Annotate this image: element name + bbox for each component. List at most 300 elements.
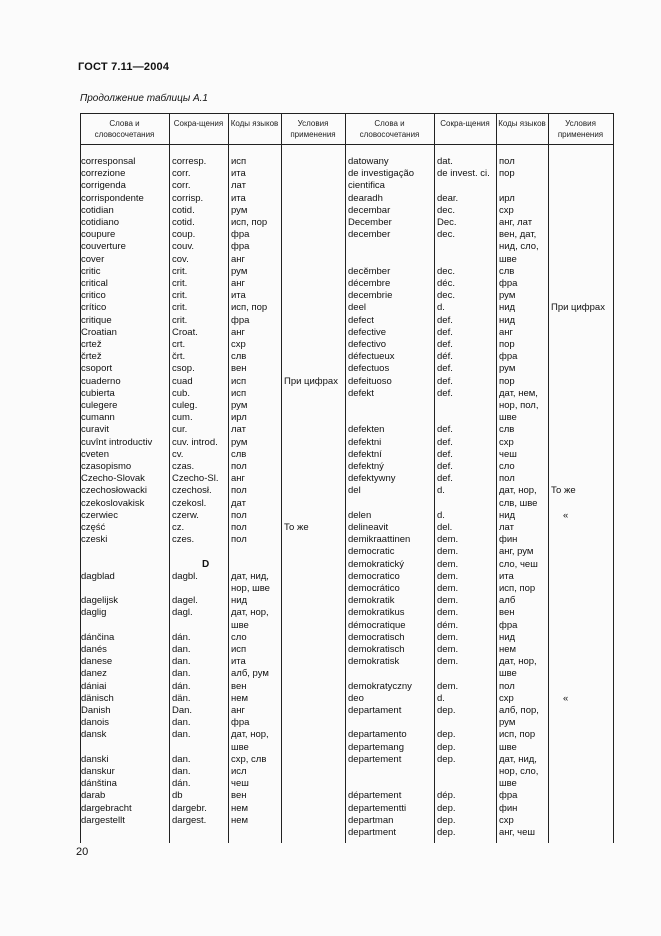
cell-language-code: анг (499, 326, 513, 338)
cell-term: deo (348, 692, 364, 704)
table-header-rule (80, 144, 613, 145)
cell-term: defectivo (348, 339, 387, 350)
cell-language-code: дат, нид, (499, 753, 537, 765)
cell-language-code: ита (231, 656, 246, 668)
cell-term: corrispondente (81, 192, 144, 204)
cell-language-code: пор (499, 168, 515, 180)
cell-language-code: фра (499, 790, 518, 802)
cell-abbreviation: d. (437, 485, 445, 497)
cell-abbreviation: dem. (437, 570, 459, 582)
col-header-codes: Коды языков (498, 119, 546, 128)
cell-term: dánčina (81, 631, 115, 643)
cell-abbreviation: dán. (172, 778, 191, 790)
cell-language-code: пор (499, 339, 515, 350)
col-header-words: Слова и словосочетания (94, 119, 155, 139)
cell-abbreviation: dat. (437, 156, 453, 167)
cell-abbreviation: couv. (172, 241, 195, 253)
cell-language-code: схр (499, 204, 514, 216)
cell-language-code: нем (231, 692, 249, 704)
cell-abbreviation: d. (437, 509, 445, 521)
cell-abbreviation: crit. (172, 314, 188, 326)
cell-abbreviation: d. (437, 302, 445, 314)
cell-language-code: ирл (499, 192, 515, 204)
cell-term: critico (81, 290, 106, 302)
col-rule (496, 113, 497, 843)
cell-term: darab (81, 790, 106, 802)
cell-usage-condition: « (563, 692, 569, 704)
cell-term: crtež (81, 339, 102, 350)
cell-term: dargestellt (81, 814, 125, 826)
cell-language-code: алб, рум (231, 668, 269, 680)
cell-language-code: рум (231, 204, 248, 216)
cell-language-code: рум (499, 717, 516, 729)
cell-language-code: анг, рум (499, 546, 534, 558)
cell-language-code: вен (231, 363, 247, 375)
cell-language-code: пол (499, 473, 515, 485)
cell-abbreviation: dep. (437, 827, 456, 838)
cell-abbreviation: Dec. (437, 217, 457, 228)
cell-language-code: анг (231, 705, 245, 716)
cell-term: demokratisch (348, 644, 405, 655)
cell-term: departament (348, 705, 402, 716)
cell-language-code: фра (499, 619, 518, 631)
cell-abbreviation: dép. (437, 790, 456, 802)
cell-term: democratic (348, 546, 395, 558)
cell-language-code: слв (499, 265, 515, 277)
cell-abbreviation: coup. (172, 229, 196, 241)
cell-language-code: анг, чеш (499, 827, 535, 838)
cell-usage-condition: « (563, 509, 569, 521)
cell-language-code: чеш (231, 778, 249, 790)
cell-term: dansk (81, 729, 107, 741)
cell-term: dagblad (81, 570, 115, 582)
cell-abbreviation: cov. (172, 253, 189, 265)
cell-language-code: схр (499, 814, 514, 826)
cell-language-code: шве (231, 741, 249, 753)
cell-language-code: анг (231, 278, 245, 289)
cell-term: demokratyczny (348, 680, 412, 692)
cell-term: danskur (81, 766, 115, 777)
cell-language-code: слв (231, 448, 247, 460)
table-top-rule (80, 113, 613, 114)
cell-abbreviation: cum. (172, 412, 193, 424)
cell-term: czerwiec (81, 509, 118, 521)
cell-abbreviation: de invest. ci. (437, 168, 490, 180)
cell-term: democratisch (348, 631, 405, 643)
cell-term: defektni (348, 436, 382, 448)
cell-term: danois (81, 717, 109, 729)
cell-abbreviation: dep. (437, 741, 456, 753)
cell-term: dagelijsk (81, 595, 118, 607)
cell-abbreviation: def. (437, 363, 453, 375)
cell-abbreviation: dargest. (172, 814, 207, 826)
cell-term: demokratický (348, 558, 404, 570)
section-letter: D (202, 558, 210, 570)
cell-abbreviation: del. (437, 522, 453, 533)
cell-language-code: нид (231, 595, 248, 607)
cell-term: December (348, 217, 392, 228)
cell-language-code: дат, нор, (231, 729, 269, 741)
table-caption: Продолжение таблицы А.1 (80, 93, 208, 104)
cell-language-code: рум (231, 400, 248, 411)
cell-language-code: слв (499, 424, 515, 436)
cell-term: département (348, 790, 402, 802)
cell-abbreviation: cotid. (172, 204, 195, 216)
cell-abbreviation: dan. (172, 753, 191, 765)
cell-language-code: вен (231, 680, 247, 692)
cell-term: dániai (81, 680, 107, 692)
cell-term: del (348, 485, 361, 497)
cell-abbreviation: dem. (437, 607, 459, 619)
cell-abbreviation: dem. (437, 631, 459, 643)
cell-language-code: шве (499, 253, 517, 265)
cell-term: demikraattinen (348, 534, 411, 546)
cell-language-code: фра (231, 241, 250, 253)
cell-term: črtež (81, 351, 102, 363)
cell-abbreviation: Czecho-Sl. (172, 473, 219, 485)
cell-abbreviation: def. (437, 326, 453, 338)
cell-term: culegere (81, 400, 118, 411)
cell-term: coupure (81, 229, 116, 241)
cell-abbreviation: dem. (437, 644, 459, 655)
cell-term: curavit (81, 424, 109, 436)
cell-term: departemang (348, 741, 404, 753)
cell-abbreviation: cotid. (172, 217, 195, 228)
cell-language-code: дат, нор, (231, 607, 269, 619)
cell-abbreviation: dep. (437, 705, 456, 716)
cell-term: defect (348, 314, 374, 326)
cell-language-code: нид (499, 302, 516, 314)
cell-term: decembar (348, 204, 391, 216)
cell-abbreviation: dep. (437, 814, 456, 826)
cell-abbreviation: def. (437, 424, 453, 436)
cell-abbreviation: czas. (172, 461, 195, 472)
cell-language-code: дат (231, 497, 246, 509)
cell-term: crítico (81, 302, 107, 314)
cell-term: cotidiano (81, 217, 120, 228)
col-header-abbrev: Сокра-щения (173, 119, 224, 128)
cell-language-code: анг, лат (499, 217, 533, 228)
cell-abbreviation: dem. (437, 558, 459, 570)
cell-abbreviation: dem. (437, 583, 459, 594)
cell-term: december (348, 229, 391, 241)
cell-language-code: пол (231, 461, 247, 472)
cell-abbreviation: crit. (172, 302, 188, 314)
cell-language-code: исп (231, 644, 247, 655)
cell-language-code: рум (499, 363, 516, 375)
cell-abbreviation: dec. (437, 265, 455, 277)
cell-term: Croatian (81, 326, 117, 338)
cell-term: dargebracht (81, 802, 132, 814)
cell-abbreviation: dém. (437, 619, 459, 631)
cell-term: czeski (81, 534, 108, 546)
cell-abbreviation: dec. (437, 229, 455, 241)
cell-language-code: исп, пор (499, 583, 536, 594)
cell-language-code: лат (231, 180, 246, 192)
cell-abbreviation: cub. (172, 387, 190, 399)
cell-language-code: ита (499, 570, 514, 582)
cell-abbreviation: dem. (437, 595, 459, 607)
cell-abbreviation: crt. (172, 339, 186, 350)
cell-language-code: пол (231, 522, 247, 533)
cell-term: departement (348, 753, 402, 765)
cell-abbreviation: crit. (172, 290, 188, 302)
cell-language-code: шве (499, 412, 517, 424)
cell-abbreviation: cuad (172, 375, 193, 387)
cell-term: demokratik (348, 595, 395, 607)
cell-language-code: шве (231, 619, 249, 631)
cell-term: decembrie (348, 290, 393, 302)
cell-term: critique (81, 314, 112, 326)
cell-abbreviation: dagl. (172, 607, 193, 619)
cell-language-code: шве (499, 778, 517, 790)
cell-term: Czecho-Slovak (81, 473, 145, 485)
cell-language-code: фра (499, 278, 518, 289)
cell-language-code: нем (231, 814, 249, 826)
cell-language-code: шве (499, 668, 517, 680)
cell-term: democrático (348, 583, 400, 594)
cell-term: część (81, 522, 106, 533)
cell-abbreviation: def. (437, 314, 453, 326)
cell-term: defective (348, 326, 387, 338)
cell-term: demokratisk (348, 656, 400, 668)
cell-term: defekten (348, 424, 385, 436)
cell-abbreviation: cv. (172, 448, 184, 460)
cell-language-code: схр (499, 436, 514, 448)
cell-term: cotidian (81, 204, 114, 216)
cell-language-code: схр, слв (231, 753, 267, 765)
cell-language-code: анг (231, 326, 245, 338)
cell-abbreviation: czerw. (172, 509, 199, 521)
cell-term: defeituoso (348, 375, 392, 387)
cell-term: delineavit (348, 522, 389, 533)
cell-abbreviation: dán. (172, 680, 191, 692)
cell-language-code: лат (231, 424, 246, 436)
col-rule (281, 113, 282, 843)
cell-term: cumann (81, 412, 115, 424)
cell-abbreviation: def. (437, 375, 453, 387)
cell-language-code: алб (499, 595, 516, 607)
cell-term: cuvînt introductiv (81, 436, 153, 448)
cell-language-code: исп, пор (231, 217, 268, 228)
cell-abbreviation: czes. (172, 534, 195, 546)
cell-abbreviation: culeg. (172, 400, 198, 411)
cell-abbreviation: dan. (172, 717, 191, 729)
abbreviation-table (80, 113, 613, 843)
cell-abbreviation: corrisp. (172, 192, 204, 204)
cell-language-code: анг (231, 473, 245, 485)
cell-language-code: шве (499, 741, 517, 753)
cell-language-code: исп (231, 156, 247, 167)
col-rule (169, 113, 170, 843)
cell-language-code: пор (499, 375, 515, 387)
cell-language-code: исп, пор (499, 729, 536, 741)
cell-usage-condition: При цифрах (284, 375, 338, 387)
cell-abbreviation: dargebr. (172, 802, 207, 814)
cell-language-code: нор, пол, (499, 400, 539, 411)
cell-language-code: фра (231, 314, 250, 326)
cell-language-code: исп (231, 387, 247, 399)
cell-term: défectueux (348, 351, 395, 363)
cell-term: defectuos (348, 363, 390, 375)
cell-term: delen (348, 509, 372, 521)
cell-term: de investigação (348, 168, 415, 180)
cell-term: dánština (81, 778, 117, 790)
cell-language-code: дат, нид, (231, 570, 269, 582)
cell-language-code: рум (499, 290, 516, 302)
cell-abbreviation: dem. (437, 656, 459, 668)
cell-term: defekt (348, 387, 374, 399)
cell-term: danski (81, 753, 109, 765)
cell-language-code: фин (499, 534, 518, 546)
cell-term: critical (81, 278, 108, 289)
cell-language-code: ита (231, 290, 246, 302)
cell-abbreviation: corresp. (172, 156, 207, 167)
cell-language-code: анг (231, 253, 245, 265)
page-number: 20 (76, 846, 89, 858)
cell-term: csoport (81, 363, 113, 375)
cell-term: department (348, 827, 397, 838)
cell-language-code: рум (231, 265, 248, 277)
cell-term: dänisch (81, 692, 114, 704)
cell-language-code: ирл (231, 412, 247, 424)
cell-language-code: фра (231, 717, 250, 729)
col-rule (548, 113, 549, 843)
cell-term: defektný (348, 461, 384, 472)
cell-language-code: слв, шве (499, 497, 538, 509)
cell-term: decĕmber (348, 265, 391, 277)
cell-term: cveten (81, 448, 109, 460)
cell-language-code: пол (231, 509, 247, 521)
cell-abbreviation: def. (437, 339, 453, 350)
cell-term: defektní (348, 448, 382, 460)
cell-abbreviation: dan. (172, 656, 191, 668)
cell-abbreviation: def. (437, 448, 453, 460)
cell-term: democratico (348, 570, 400, 582)
cell-term: danez (81, 668, 107, 680)
cell-abbreviation: dep. (437, 729, 456, 741)
cell-language-code: пол (231, 485, 247, 497)
cell-language-code: вен (231, 790, 247, 802)
cell-term: Danish (81, 705, 111, 716)
cell-abbreviation: d. (437, 692, 445, 704)
col-rule (613, 113, 614, 843)
cell-term: danese (81, 656, 113, 668)
cell-term: defektywny (348, 473, 396, 485)
cell-term: czasopismo (81, 461, 132, 472)
col-rule (345, 113, 346, 843)
cell-language-code: схр (499, 692, 514, 704)
cell-language-code: исп (231, 375, 247, 387)
cell-abbreviation: czechosł. (172, 485, 212, 497)
cell-abbreviation: dec. (437, 204, 455, 216)
cell-term: démocratique (348, 619, 406, 631)
cell-abbreviation: cur. (172, 424, 188, 436)
cell-term: corresponsal (81, 156, 136, 167)
cell-term: corrigenda (81, 180, 126, 192)
cell-term: correzione (81, 168, 126, 180)
cell-language-code: слв (231, 351, 247, 363)
cell-term: departman (348, 814, 394, 826)
cell-term: czechosłowacki (81, 485, 147, 497)
cell-term: cover (81, 253, 105, 265)
cell-abbreviation: crit. (172, 278, 188, 289)
cell-abbreviation: dan. (172, 644, 191, 655)
cell-abbreviation: czekosl. (172, 497, 207, 509)
cell-language-code: дат, нор, (499, 656, 537, 668)
cell-abbreviation: dep. (437, 753, 456, 765)
col-rule (228, 113, 229, 843)
cell-term: daglig (81, 607, 107, 619)
cell-abbreviation: def. (437, 436, 453, 448)
cell-term: dearadh (348, 192, 383, 204)
cell-term: cientifica (348, 180, 385, 192)
cell-abbreviation: dear. (437, 192, 459, 204)
cell-abbreviation: dem. (437, 680, 459, 692)
cell-usage-condition: При цифрах (551, 302, 605, 314)
cell-abbreviation: db (172, 790, 183, 802)
cell-abbreviation: déf. (437, 351, 453, 363)
cell-abbreviation: dem. (437, 534, 459, 546)
cell-language-code: сло (499, 461, 515, 472)
cell-abbreviation: corr. (172, 180, 191, 192)
cell-term: cuaderno (81, 375, 121, 387)
cell-term: cubierta (81, 387, 115, 399)
cell-term: departementti (348, 802, 407, 814)
col-header-abbrev: Сокра-щения (440, 119, 490, 128)
cell-abbreviation: dem. (437, 546, 459, 558)
cell-abbreviation: def. (437, 461, 453, 472)
cell-language-code: исл (231, 766, 247, 777)
cell-language-code: нор, сло, (499, 766, 539, 777)
cell-term: deel (348, 302, 366, 314)
cell-language-code: ита (231, 168, 246, 180)
cell-abbreviation: déc. (437, 278, 455, 289)
cell-language-code: алб, пор, (499, 705, 539, 716)
cell-abbreviation: corr. (172, 168, 191, 180)
cell-language-code: пол (499, 156, 515, 167)
cell-language-code: ита (231, 192, 246, 204)
cell-abbreviation: def. (437, 473, 453, 485)
cell-usage-condition: То же (284, 522, 309, 533)
cell-abbreviation: dan. (172, 668, 191, 680)
cell-language-code: нид (499, 509, 516, 521)
cell-term: demokratikus (348, 607, 405, 619)
cell-abbreviation: cuv. introd. (172, 436, 218, 448)
cell-language-code: нид (499, 314, 516, 326)
cell-usage-condition: То же (551, 485, 576, 497)
cell-abbreviation: dän. (172, 692, 191, 704)
cell-language-code: вен (499, 607, 515, 619)
cell-language-code: нем (499, 644, 517, 655)
cell-language-code: сло (231, 631, 247, 643)
col-header-codes: Коды языков (230, 119, 279, 128)
cell-language-code: фра (499, 351, 518, 363)
document-header: ГОСТ 7.11—2004 (78, 61, 170, 73)
cell-language-code: нид, сло, (499, 241, 539, 253)
cell-abbreviation: dep. (437, 802, 456, 814)
cell-language-code: сло, чеш (499, 558, 538, 570)
cell-language-code: вен, дат, (499, 229, 537, 241)
cell-abbreviation: črt. (172, 351, 186, 363)
cell-language-code: фра (231, 229, 250, 241)
cell-abbreviation: dán. (172, 631, 191, 643)
cell-abbreviation: cz. (172, 522, 185, 533)
cell-language-code: дат, нор, (499, 485, 537, 497)
cell-term: décembre (348, 278, 391, 289)
cell-abbreviation: dagbl. (172, 570, 198, 582)
cell-abbreviation: dan. (172, 729, 191, 741)
